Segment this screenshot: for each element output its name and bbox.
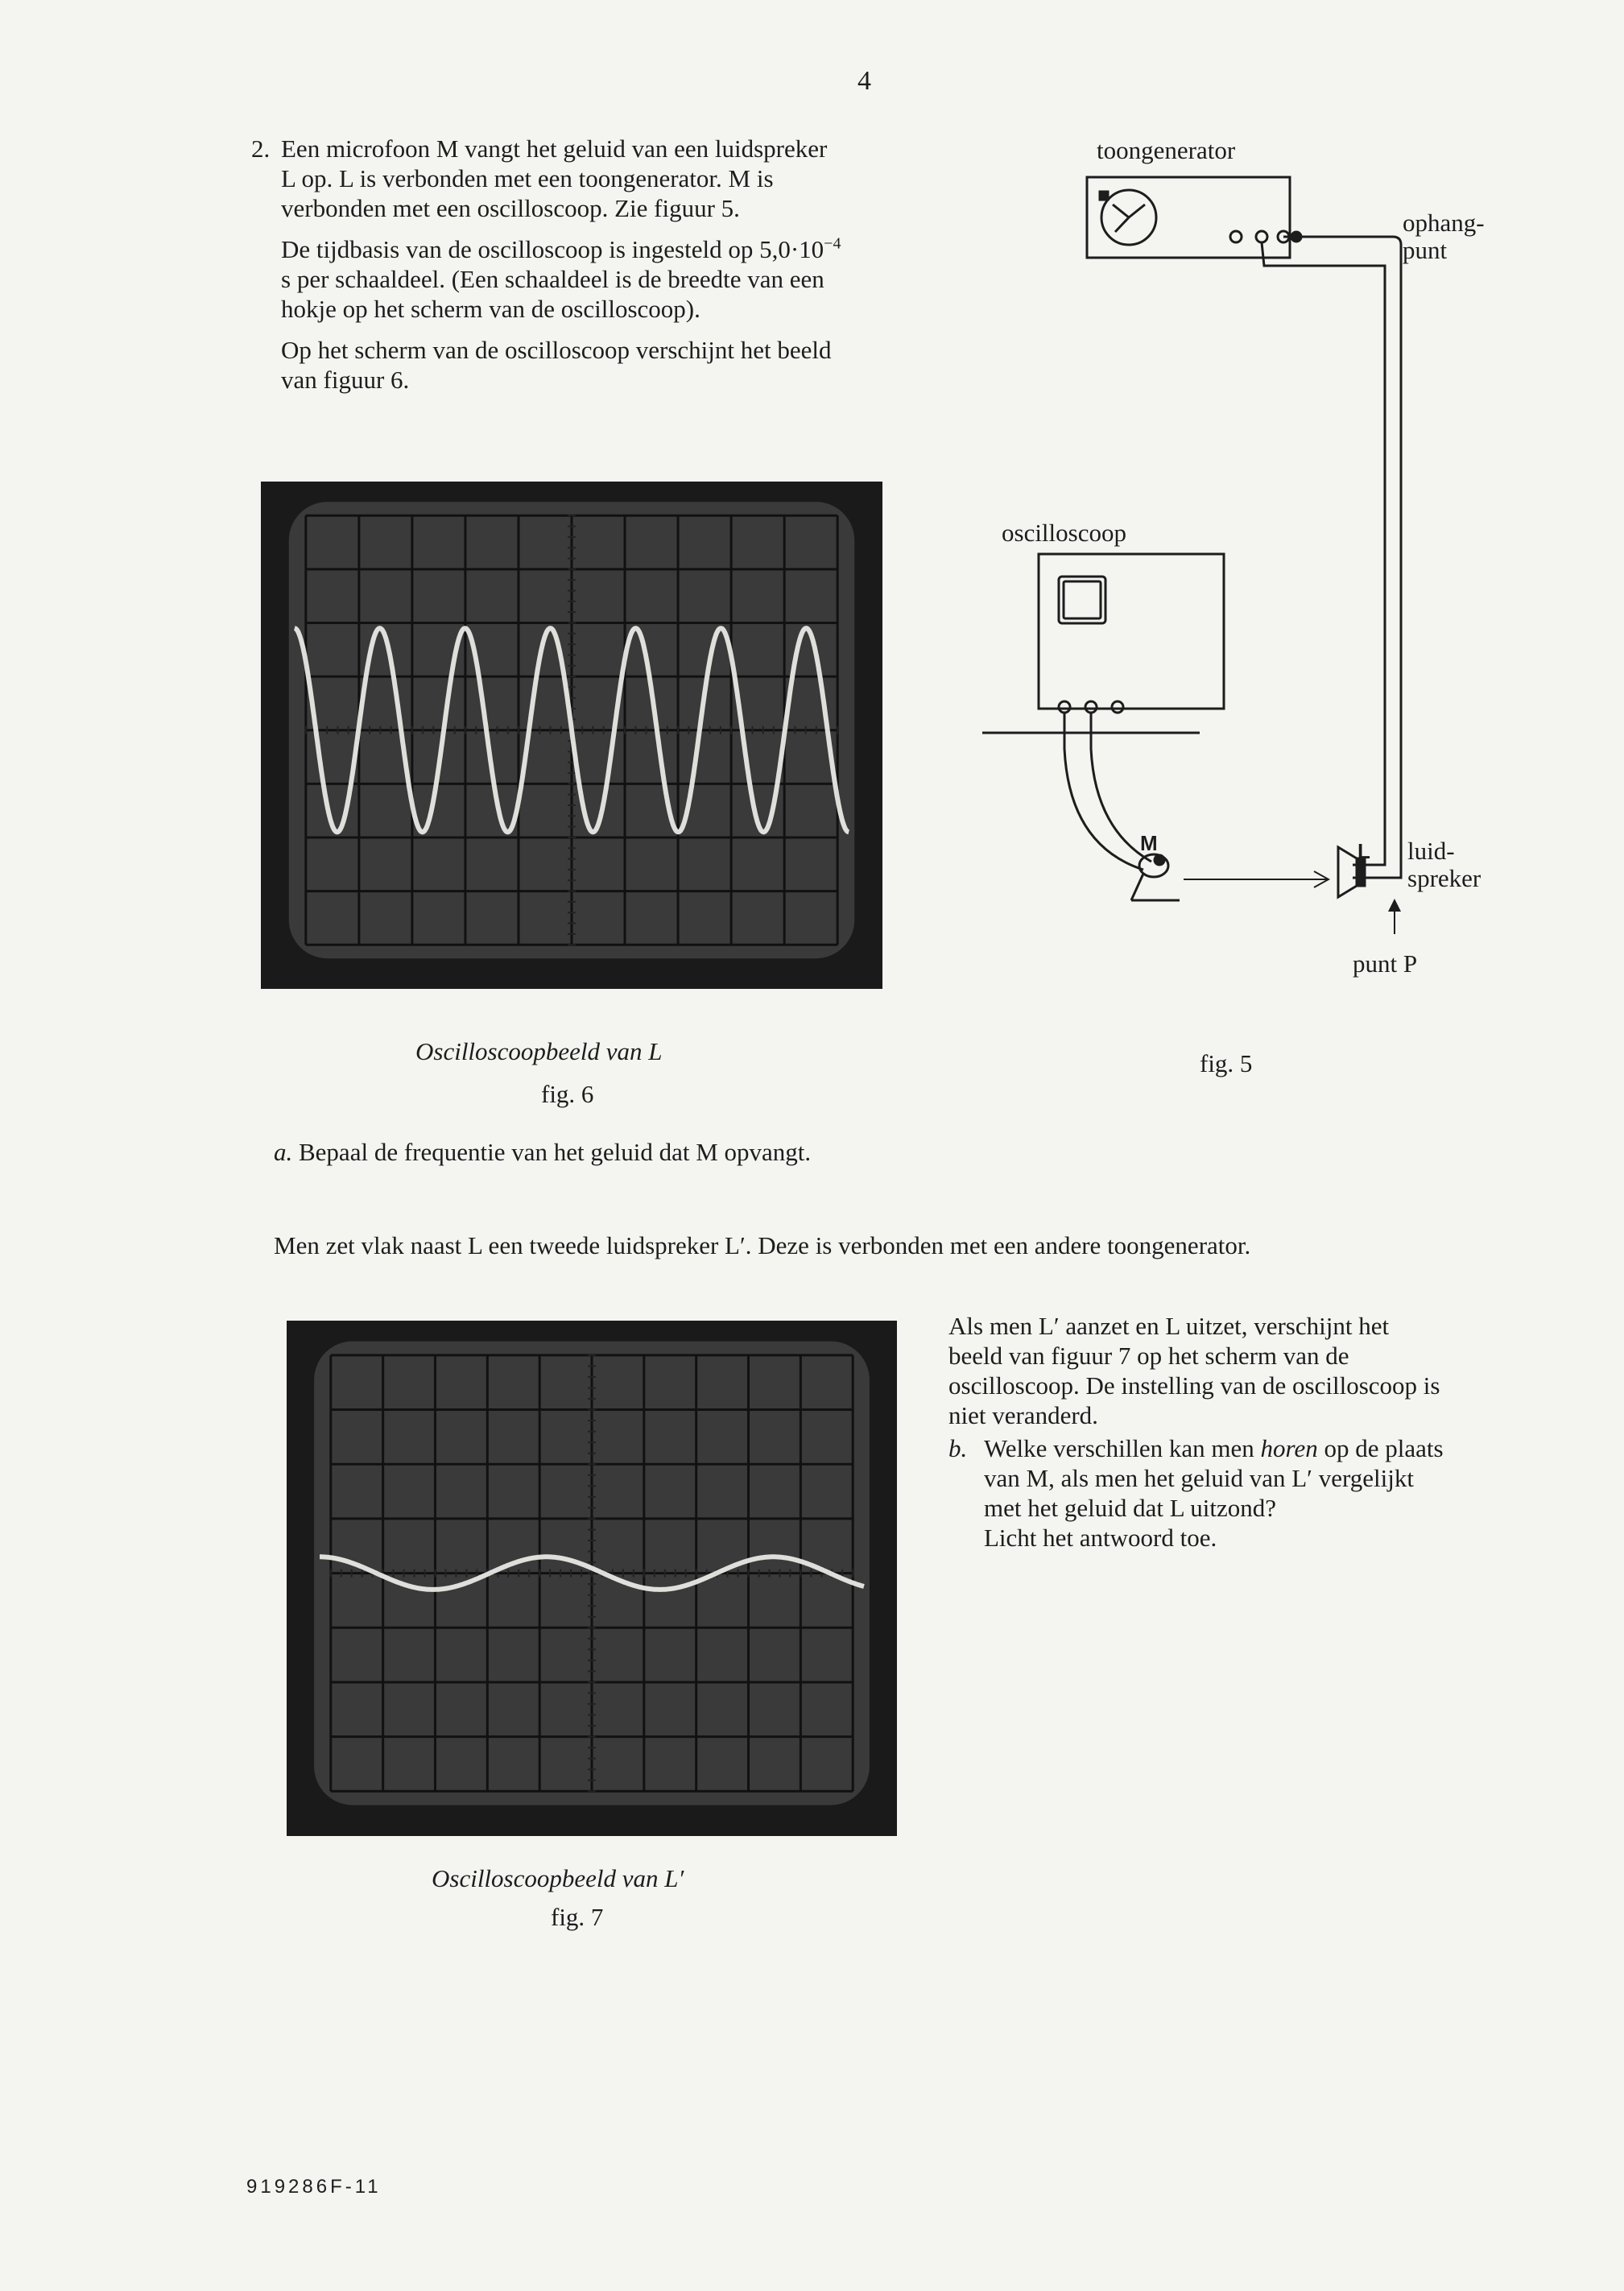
question-2-intro <box>251 134 847 223</box>
question-b-pre: Welke verschillen kan men <box>984 1434 1261 1462</box>
fig6-photo <box>261 482 882 989</box>
label-toongenerator: toongenerator <box>1097 136 1236 164</box>
question-intro-text: Een microfoon M vangt het geluid van een luidspreker L op. L is verbonden met een toongenerator. M is verbonden met een oscilloscoop. Zie figuur 5. <box>281 134 828 222</box>
question-b-post: op de plaats van M, als men het geluid van L′ vergelijkt met het geluid dat L uitzond? <box>984 1434 1444 1522</box>
timebase-exponent: −4 <box>824 234 841 253</box>
generator-terminal-2 <box>1256 231 1267 242</box>
question-a-letter: a. <box>274 1138 293 1166</box>
fig7-caption: fig. 7 <box>551 1903 604 1931</box>
fig5-caption: fig. 5 <box>1200 1049 1253 1077</box>
screen-text: Op het scherm van de oscilloscoop verschijnt het beeld van figuur 6. <box>281 336 832 394</box>
generator-wire-2 <box>1262 242 1385 865</box>
generator-terminal-1 <box>1230 231 1242 242</box>
timebase-text <box>281 234 847 324</box>
question-a-text: Bepaal de frequentie van het geluid dat M opvangt. <box>299 1138 812 1166</box>
question-a <box>274 1137 811 1167</box>
toongenerator-box <box>1087 177 1290 258</box>
label-M: M <box>1140 831 1158 855</box>
question-number: 2. <box>251 134 271 163</box>
question-2 <box>251 134 847 406</box>
scope-terminal-2 <box>1085 701 1097 713</box>
question-b-text <box>984 1433 1448 1523</box>
question-b-block <box>948 1311 1448 1553</box>
timebase-pre: De tijdbasis van de oscilloscoop is ingesteld op 5,0·10 <box>281 235 824 263</box>
question-b-letter: b. <box>948 1434 968 1462</box>
dial-pointer <box>1113 205 1145 232</box>
label-punt-p: punt P <box>1353 949 1418 978</box>
paragraph-second-speaker: Men zet vlak naast L een tweede luidspreker L′. Deze is verbonden met een andere toongenerator. <box>274 1231 1251 1259</box>
instruction-text: Licht het antwoord toe. <box>984 1524 1217 1552</box>
scope-terminal-1 <box>1059 701 1070 713</box>
label-luidspreker: luid- spreker <box>1407 837 1481 892</box>
right-intro: Als men L′ aanzet en L uitzet, verschijnt het beeld van figuur 7 op het scherm van de oscilloscoop. De instelling van de oscilloscoop is niet veranderd. <box>948 1312 1440 1429</box>
fig6-title: Oscilloscoopbeeld van L <box>415 1037 663 1065</box>
fig6-caption: fig. 6 <box>541 1080 594 1108</box>
fig7-photo <box>287 1321 897 1836</box>
fig6-oscilloscope-screen <box>261 482 882 989</box>
footer-code: 919286F-11 <box>246 2176 382 2198</box>
label-ophangpunt: ophang- punt <box>1403 209 1485 264</box>
fig7-title: Oscilloscoopbeeld van L′ <box>432 1864 684 1892</box>
oscilloscoop-screen <box>1059 577 1105 623</box>
fig7-oscilloscope-screen <box>287 1321 897 1836</box>
label-L: L <box>1357 839 1370 863</box>
scope-terminal-3 <box>1112 701 1123 713</box>
question-b-emphasis: horen <box>1260 1434 1318 1462</box>
page-number: 4 <box>857 66 871 96</box>
question-b <box>948 1433 1448 1523</box>
timebase-post: s per schaaldeel. (Een schaaldeel is de breedte van een hokje op het scherm van de oscilloscoop). <box>281 265 824 323</box>
label-oscilloscoop: oscilloscoop <box>1002 519 1126 547</box>
